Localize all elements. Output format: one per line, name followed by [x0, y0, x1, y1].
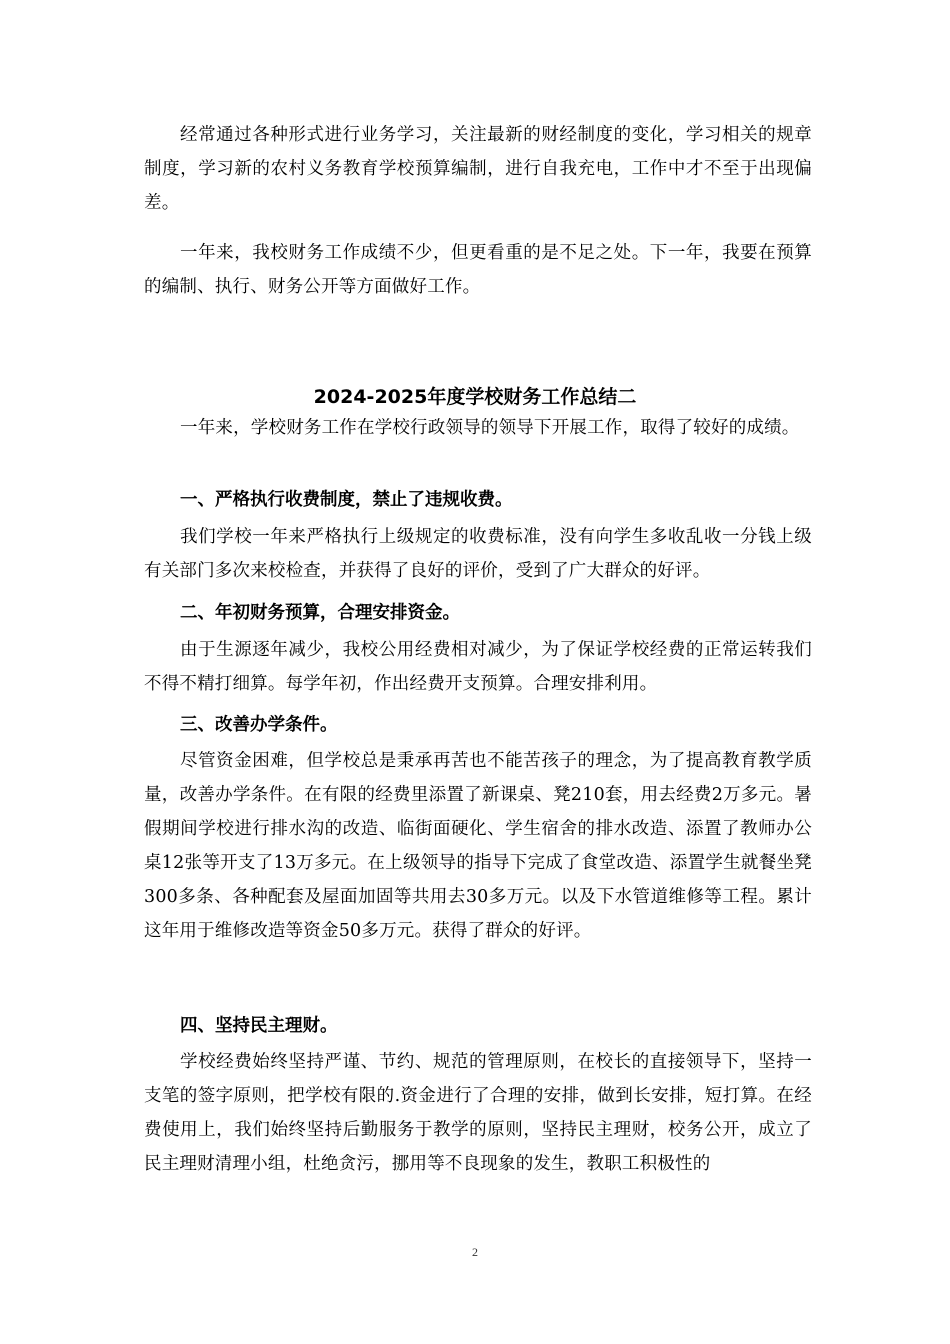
page-number: 2	[472, 1245, 478, 1259]
section-heading-4: 四、坚持民主理财。	[180, 1016, 338, 1036]
intro-paragraph-2: 一年来，我校财务工作成绩不少，但更看重的是不足之处。下一年，我要在预算的编制、执行、财务公开等方面做好工作。	[144, 243, 812, 297]
section-heading-2: 二、年初财务预算，合理安排资金。	[180, 603, 460, 623]
page-title: 2024-2025年度学校财务工作总结二	[313, 386, 637, 408]
opening-paragraph: 一年来，学校财务工作在学校行政领导的领导下开展工作，取得了较好的成绩。	[180, 418, 800, 438]
section-body-4: 学校经费始终坚持严谨、节约、规范的管理原则，在校长的直接领导下，坚持一支笔的签字原则，把学校有限的.资金进行了合理的安排，做到长安排，短打算。在经费使用上，我们始终坚持后勤服务于教学的原则，坚持民主理财，校务公开，成立了民主理财清理小组，杜绝贪污，挪用等不良现象的发生，教职工积极性的	[144, 1052, 812, 1174]
intro-paragraph-1: 经常通过各种形式进行业务学习，关注最新的财经制度的变化，学习相关的规章制度，学习新的农村义务教育学校预算编制，进行自我充电，工作中才不至于出现偏差。	[144, 125, 812, 213]
section-body-3: 尽管资金困难，但学校总是秉承再苦也不能苦孩子的理念，为了提高教育教学质量，改善办学条件。在有限的经费里添置了新课桌、凳210套，用去经费2万多元。暑假期间学校进行排水沟的改造、临街面硬化、学生宿舍的排水改造、添置了教师办公桌12张等开支了13万多元。在上级领导的指导下完成了食堂改造、添置学生就餐坐凳300多条、各种配套及屋面加固等共用去30多万元。以及下水管道维修等工程。累计这年用于维修改造等资金50多万元。获得了群众的好评。	[144, 751, 812, 941]
section-body-2: 由于生源逐年减少，我校公用经费相对减少，为了保证学校经费的正常运转我们不得不精打细算。每学年初，作出经费开支预算。合理安排利用。	[144, 640, 812, 694]
section-heading-1: 一、严格执行收费制度，禁止了违规收费。	[180, 490, 513, 510]
section-heading-3: 三、改善办学条件。	[180, 715, 338, 735]
section-body-1: 我们学校一年来严格执行上级规定的收费标准，没有向学生多收乱收一分钱上级有关部门多次来校检查，并获得了良好的评价，受到了广大群众的好评。	[144, 527, 812, 581]
